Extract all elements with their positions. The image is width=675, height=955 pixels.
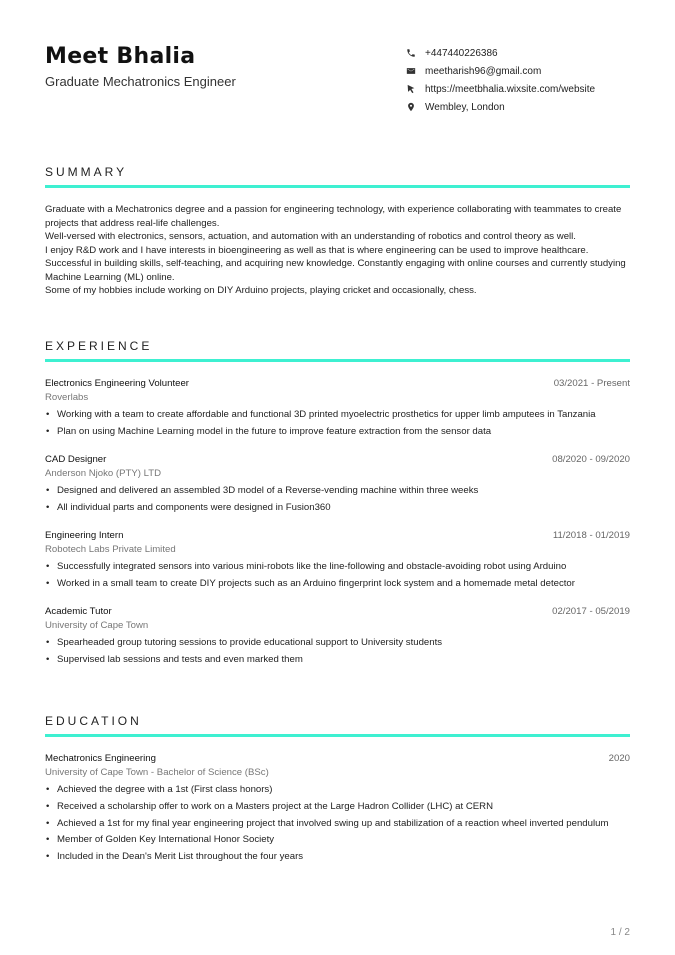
contact-location xyxy=(405,98,595,116)
job-title: Academic Tutor xyxy=(45,606,112,618)
job-title: Electronics Engineering Volunteer xyxy=(45,378,189,389)
bullet-item: • Plan on using Machine Learning model in the future to improve feature extraction from the sensor data xyxy=(45,425,630,438)
bullet-item: • Spearheaded group tutoring sessions to provide educational support to University students xyxy=(45,636,630,649)
job-title: CAD Designer xyxy=(45,454,107,466)
experience-divider xyxy=(45,359,630,362)
bullet-item: • Included in the Dean's Merit List throughout the four years xyxy=(45,850,630,863)
page-number: 1 / 2 xyxy=(610,927,630,938)
contact-phone xyxy=(405,44,595,62)
experience-entry xyxy=(45,378,630,438)
employer: University of Cape Town xyxy=(45,620,149,632)
contact-phone-text: +447440226386 xyxy=(425,47,498,59)
graduation-year: 2020 xyxy=(608,753,630,764)
contact-location-text: Wembley, London xyxy=(425,101,505,113)
candidate-role: Graduate Mechatronics Engineer xyxy=(45,74,236,89)
job-dates: 02/2017 - 05/2019 xyxy=(552,606,630,618)
contact-email-text: meetharish96@gmail.com xyxy=(425,65,542,77)
bullet-item: • Achieved the degree with a 1st (First class honors) xyxy=(45,783,630,796)
location-pin-icon xyxy=(405,101,417,113)
degree-title: Mechatronics Engineering xyxy=(45,753,156,764)
summary-divider xyxy=(45,185,630,188)
bullet-item: • All individual parts and components were designed in Fusion360 xyxy=(45,501,630,514)
job-title: Engineering Intern xyxy=(45,530,124,542)
bullet-item: • Worked in a small team to create DIY projects such as an Arduino fingerprint lock system and a homemade metal detector xyxy=(45,577,630,590)
job-dates: 03/2021 - Present xyxy=(553,378,630,389)
summary-section xyxy=(45,165,630,298)
institution: University of Cape Town - Bachelor of Science (BSc) xyxy=(45,767,269,778)
bullet-item: • Successfully integrated sensors into various mini-robots like the line-following and obstacle-avoiding robot using Arduino xyxy=(45,560,630,573)
summary-heading: SUMMARY xyxy=(45,165,128,179)
education-entry xyxy=(45,753,630,863)
contact-website-text[interactable]: https://meetbhalia.wixsite.com/website xyxy=(425,83,596,95)
summary-text xyxy=(45,203,630,298)
summary-paragraph: I enjoy R&D work and I have interests in bioengineering as well as that is where engineering can be used to improve healthcare. xyxy=(45,244,589,256)
bullet-item: • Supervised lab sessions and tests and even marked them xyxy=(45,653,630,666)
experience-section xyxy=(45,339,630,670)
job-dates: 08/2020 - 09/2020 xyxy=(552,454,630,466)
resume-header xyxy=(45,44,635,134)
summary-paragraph: Well-versed with electronics, sensors, actuation, and automation with an understanding of robotics and control theory as well. xyxy=(45,231,576,242)
education-divider xyxy=(45,734,630,737)
education-section xyxy=(45,714,630,867)
bullet-item: • Member of Golden Key International Honor Society xyxy=(45,833,630,846)
contact-email xyxy=(405,62,595,80)
summary-paragraph: Successful in building skills, self-teaching, and acquiring new knowledge. Constantly engaging with online courses and currently studying Machine Learning (ML) online. xyxy=(45,258,626,283)
experience-entry xyxy=(45,606,630,666)
job-dates: 11/2018 - 01/2019 xyxy=(552,530,630,542)
experience-entry xyxy=(45,454,630,514)
bullet-item: • Working with a team to create affordable and functional 3D printed myoelectric prosthetics for upper limb amputees in Tanzania xyxy=(45,408,630,421)
employer: Robotech Labs Private Limited xyxy=(45,544,176,556)
contact-list xyxy=(405,44,595,116)
bullet-item: • Achieved a 1st for my final year engineering project that involved swing up and stabilization of a reaction wheel inverted pendulum xyxy=(45,817,630,830)
phone-icon xyxy=(405,47,417,59)
bullet-item: • Received a scholarship offer to work on a Masters project at the Large Hadron Collider (LHC) at CERN xyxy=(45,800,630,813)
email-icon xyxy=(405,65,417,77)
experience-heading: EXPERIENCE xyxy=(45,339,153,353)
employer: Anderson Njoko (PTY) LTD xyxy=(45,468,162,480)
employer: Roverlabs xyxy=(45,392,89,403)
contact-website xyxy=(405,80,595,98)
candidate-name: Meet Bhalia xyxy=(45,44,196,69)
bullet-item: • Designed and delivered an assembled 3D model of a Reverse-vending machine within three weeks xyxy=(45,484,630,497)
cursor-icon xyxy=(405,83,417,95)
summary-paragraph: Graduate with a Mechatronics degree and a passion for engineering technology, with experience collaborating with teammates to create projects that address real-life challenges. xyxy=(45,204,622,229)
education-heading: EDUCATION xyxy=(45,714,142,728)
summary-paragraph: Some of my hobbies include working on DIY Arduino projects, playing cricket and occasionally, chess. xyxy=(45,285,477,296)
experience-entry xyxy=(45,530,630,590)
